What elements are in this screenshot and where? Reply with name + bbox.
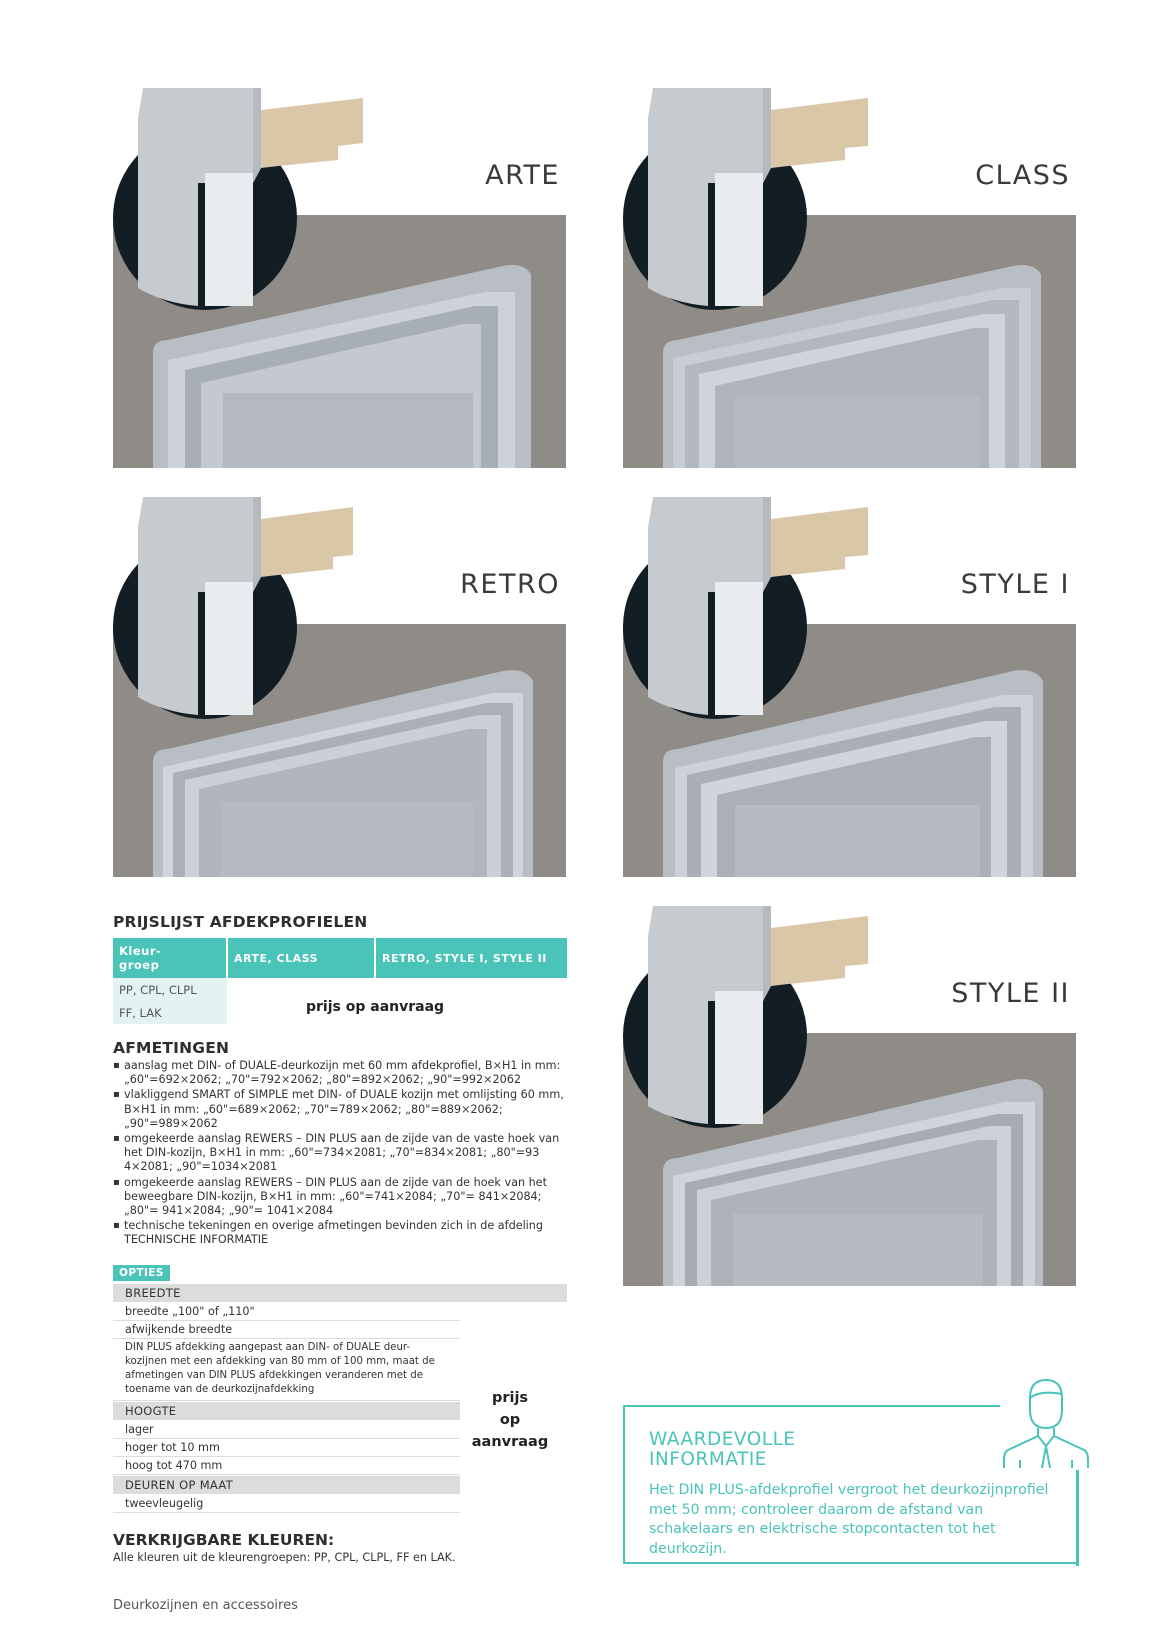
door-frame-illustration (623, 78, 1076, 468)
table-cell: FF, LAK (113, 1001, 227, 1024)
door-frame-illustration (113, 78, 566, 468)
options-header-width: BREEDTE (113, 1284, 567, 1302)
available-colors-title: VERKRIJGBARE KLEUREN: (113, 1531, 335, 1549)
options-row: breedte „100" of „110" (113, 1303, 460, 1321)
info-box-border (1076, 1460, 1079, 1566)
list-item: ▪ technische tekeningen en overige afmetingen bevinden zich in de afdeling TECHNISCHE INFORMATIE (113, 1219, 573, 1247)
product-tile-arte (113, 78, 566, 468)
door-frame-illustration (113, 487, 566, 877)
options-header-height: HOOGTE (113, 1402, 460, 1420)
table-cell: PP, CPL, CLPL (113, 978, 227, 1001)
door-frame-illustration (623, 487, 1076, 877)
info-title: WAARDEVOLLE INFORMATIE (649, 1429, 796, 1470)
info-text: Het DIN PLUS-afdekprofiel vergroot het deurkozijnprofiel met 50 mm; controleer daarom de afstand van schakelaars en elektrische stopcontacten tot het deurkozijn. (649, 1482, 1049, 1557)
price-table-header-retro-style: RETRO, STYLE I, STYLE II (375, 938, 567, 978)
product-label: CLASS (975, 160, 1070, 191)
product-label: RETRO (460, 569, 560, 600)
dimensions-title: AFMETINGEN (113, 1039, 230, 1057)
product-tile-class (623, 78, 1076, 468)
price-on-request: prijs op aanvraag (306, 999, 445, 1015)
businessman-icon (1000, 1376, 1092, 1470)
price-list-title: PRIJSLIJST AFDEKPROFIELEN (113, 913, 368, 931)
product-tile-retro (113, 487, 566, 877)
options-header-custom: DEUREN OP MAAT (113, 1476, 460, 1494)
available-colors-text: Alle kleuren uit de kleurengroepen: PP, CPL, CLPL, FF en LAK. (113, 1551, 456, 1564)
options-row: DIN PLUS afdekking aangepast aan DIN- of DUALE deur-kozijnen met een afdekking van 80 mm of 100 mm, maat de afmetingen van DIN PLUS afdekkingen veranderen met de toename van de deurkozijnafdekking (113, 1339, 460, 1401)
price-table-header-arte-class: ARTE, CLASS (227, 938, 375, 978)
list-item: ▪ vlakliggend SMART of SIMPLE met DIN- of DUALE kozijn met omlijsting 60 mm, B×H1 in mm: „60"=689×2062; „70"=789×2062; „80"=889×2062; „90"=989×2062 (113, 1088, 573, 1131)
options-row: hoog tot 470 mm (113, 1457, 460, 1475)
options-price-on-request: prijs op aanvraag (471, 1390, 549, 1450)
product-tile-style-i (623, 487, 1076, 877)
dimensions-list (113, 1059, 573, 1249)
product-label: STYLE II (951, 978, 1070, 1009)
page-footer: Deurkozijnen en accessoires (113, 1598, 298, 1613)
options-row: afwijkende breedte (113, 1321, 460, 1339)
options-row: lager (113, 1421, 460, 1439)
product-tile-style-ii (623, 896, 1076, 1286)
door-frame-illustration (623, 896, 1076, 1286)
list-item: ▪ omgekeerde aanslag REWERS – DIN PLUS aan de zijde van de hoek van het beweegbare DIN-kozijn, B×H1 in mm: „60"=741×2084; „70"= 841×2084; „80"= 941×2084; „90"= 1041×2084 (113, 1176, 573, 1219)
list-item: ▪ aanslag met DIN- of DUALE-deurkozijn met 60 mm afdekprofiel, B×H1 in mm: „60"=692×2062; „70"=792×2062; „80"=892×2062; „90"=992×2062 (113, 1059, 573, 1087)
product-label: ARTE (485, 160, 560, 191)
product-label: STYLE I (960, 569, 1070, 600)
options-row: hoger tot 10 mm (113, 1439, 460, 1457)
price-table-header-colorgroup: Kleur- groep (113, 938, 227, 978)
table-row (113, 978, 567, 1001)
options-tag: OPTIES (113, 1265, 170, 1281)
list-item: ▪ omgekeerde aanslag REWERS – DIN PLUS aan de zijde van de vaste hoek van het DIN-kozijn, B×H1 in mm: „60"=734×2081; „70"=834×2081; „80"=93 4×2081; „90"=1034×2081 (113, 1132, 573, 1175)
options-row: tweevleugelig (113, 1495, 460, 1513)
